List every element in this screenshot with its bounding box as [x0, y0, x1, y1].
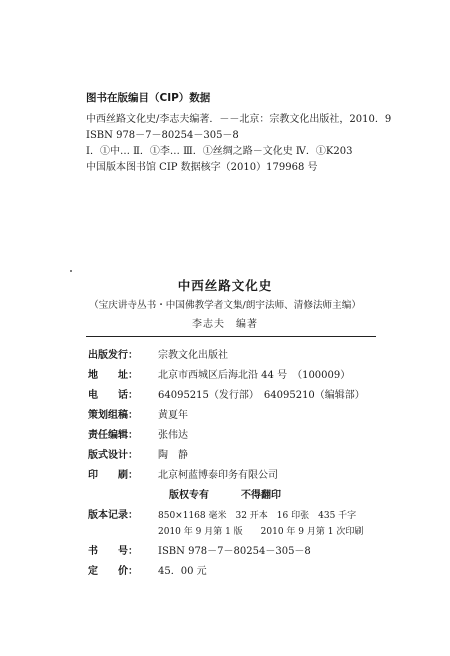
- printer-value: 北京柯蓝博泰印务有限公司: [158, 470, 278, 481]
- divider-rule: [86, 336, 376, 337]
- editor-row: [88, 426, 188, 441]
- publisher-label: 出版发行：: [88, 350, 138, 361]
- cip-line-4: 中国版本图书馆 CIP 数据核字（2010）179968 号: [86, 162, 318, 173]
- publisher-row: [88, 346, 228, 361]
- scan-speck: [70, 270, 72, 272]
- phone-value: 64095215（发行部） 64095210（编辑部）: [158, 390, 365, 401]
- edition-label: 版本记录：: [88, 510, 138, 521]
- cip-heading: 图书在版编目（CIP）数据: [86, 92, 211, 104]
- edition-value-2: 2010 年 9 月第 1 版 2010 年 9 月第 1 次印刷: [158, 527, 364, 537]
- planner-value: 黄夏年: [158, 410, 188, 421]
- phone-label: 电 话：: [88, 390, 138, 401]
- printer-label: 印 刷：: [88, 470, 138, 481]
- phone-row: [88, 386, 365, 401]
- book-title: 中西丝路文化史: [177, 278, 273, 293]
- cip-line-3: Ⅰ．①中… Ⅱ．①李… Ⅲ．①丝绸之路－文化史 Ⅳ．①K203: [86, 146, 353, 157]
- isbn-label: 书 号：: [88, 546, 138, 557]
- publisher-value: 宗教文化出版社: [158, 350, 228, 361]
- cip-line-2: ISBN 978－7－80254－305－8: [86, 130, 239, 141]
- price-value: 45．00 元: [158, 566, 207, 577]
- isbn-value: ISBN 978－7－80254－305－8: [158, 546, 311, 557]
- rights-line: [0, 486, 450, 501]
- address-row: [88, 366, 350, 381]
- isbn-row: [88, 542, 311, 557]
- book-author: 李志夫 编著: [192, 319, 258, 330]
- price-row: [88, 562, 207, 577]
- address-value: 北京市西城区后海北沿 44 号 （100009）: [158, 370, 351, 381]
- price-label: 定 价：: [88, 566, 138, 577]
- planner-row: [88, 406, 188, 421]
- rights-text-2: 不得翻印: [241, 490, 281, 501]
- planner-label: 策划组稿：: [88, 410, 138, 421]
- designer-row: [88, 446, 188, 461]
- printer-row: [88, 466, 278, 481]
- editor-value: 张伟达: [158, 430, 188, 441]
- editor-label: 责任编辑：: [88, 430, 138, 441]
- rights-text-1: 版权专有: [169, 490, 209, 501]
- book-series: （宝庆讲寺丛书・中国佛教学者文集/朗宇法师、清修法师主编）: [89, 300, 361, 311]
- address-label: 地 址：: [88, 370, 138, 381]
- cip-line-1: 中西丝路文化史/李志夫编著．－－北京：宗教文化出版社，2010．9: [86, 114, 392, 125]
- designer-label: 版式设计：: [88, 450, 138, 461]
- edition-value-1: 850×1168 毫米 32 开本 16 印张 435 千字: [158, 511, 357, 521]
- designer-value: 陶 静: [158, 450, 188, 461]
- edition-row: [88, 506, 356, 521]
